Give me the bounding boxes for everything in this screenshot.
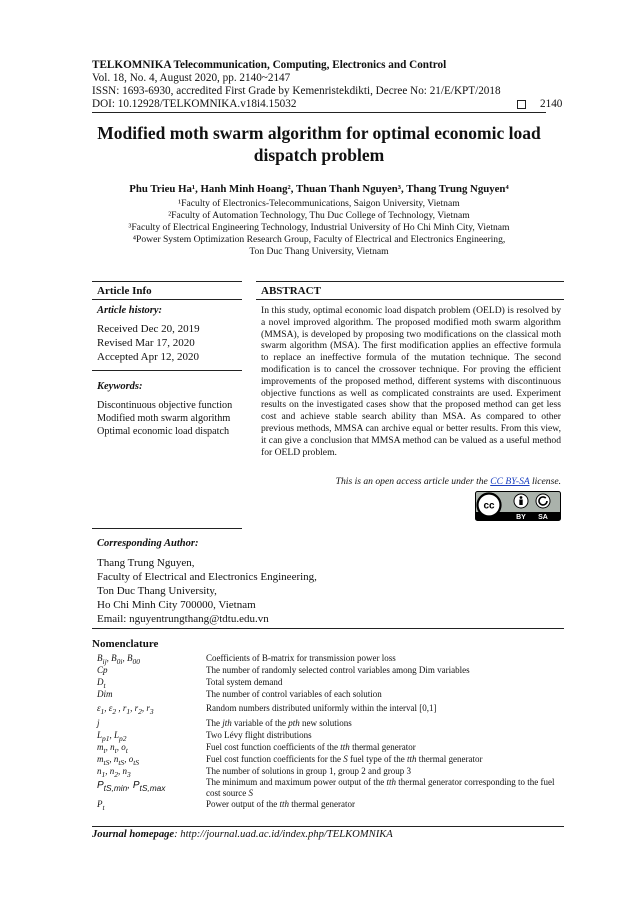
keyword-3: Optimal economic load dispatch — [97, 426, 230, 437]
affiliation-4-cont: Ton Duc Thang University, Vietnam — [249, 246, 389, 257]
cc-by-text: BY — [516, 514, 526, 521]
title-line-2: dispatch problem — [253, 145, 385, 165]
page-number: 2140 — [540, 98, 563, 110]
article-info-heading: Article Info — [97, 285, 152, 297]
nomenclature-description: Two Lévy flight distributions — [206, 730, 312, 740]
abstract-heading: ABSTRACT — [261, 285, 321, 297]
info-top-rule — [92, 281, 242, 282]
nomenclature-symbol: $P_t$ — [97, 799, 105, 812]
cc-sa-text: SA — [538, 514, 548, 521]
nomenclature-description: The jth variable of the pth new solutions — [206, 718, 352, 728]
nomenclature-symbol: $D_t$ — [97, 677, 106, 690]
journal-doi: DOI: 10.12928/TELKOMNIKA.v18i4.15032 — [92, 98, 297, 110]
nomenclature-description: Total system demand — [206, 677, 283, 687]
affiliation-3: ³Faculty of Electrical Engineering Technology, Industrial University of Ho Chi Minh City, Vietnam — [128, 222, 510, 233]
nomenclature-symbol: $m_t$, $n_t$, $o_t$ — [97, 742, 128, 755]
keyword-2: Modified moth swarm algorithm — [97, 413, 231, 424]
page-marker-icon — [517, 100, 526, 109]
corresponding-rule — [92, 628, 564, 629]
revised-date: Revised Mar 17, 2020 — [97, 337, 195, 349]
nomenclature-description: Power output of the tth thermal generator — [206, 799, 355, 809]
nomenclature-heading: Nomenclature — [92, 638, 159, 650]
abstract-top-rule — [256, 281, 564, 282]
nomenclature-symbol: $P_{tS,min}$, $P_{tS,max}$ — [97, 780, 166, 793]
keywords-heading: Keywords: — [97, 381, 143, 392]
nomenclature-symbol: Cp — [97, 665, 108, 675]
affiliation-1: ¹Faculty of Electronics-Telecommunications, Saigon University, Vietnam — [178, 198, 460, 209]
nomenclature-description: The number of randomly selected control variables among Dim variables — [206, 665, 470, 675]
journal-issn: ISSN: 1693-6930, accredited First Grade by Kemenristekdikti, Decree No: 21/E/KPT/2018 — [92, 85, 501, 97]
corresponding-heading: Corresponding Author: — [97, 538, 199, 549]
license-suffix: license. — [529, 476, 561, 487]
abstract-text: In this study, optimal economic load dispatch problem (OELD) is resolved by a novel improved algorithm. The proposed modified moth swarm algorithm (MMSA), is developed by proposing two modifications on the classical moth swarm algorithm (MSA). The first modification applies an effective formula to replace an ineffective formula of the mutation technique. The second modification is to cancel the crossover technique. For proving the efficient improvements of the proposed method, different systems with discontinuous objective functions as well as complicated constraints are used. Experiment results on the investigated cases show that the proposed method can get less cost and achieve stable search ability than MSA. As compared to other previous methods, MMSA can archive equal or better results. From this view, it can give a conclusion that MMSA method can be valued as a useful method for OELD problem. — [261, 305, 561, 458]
accepted-date: Accepted Apr 12, 2020 — [97, 351, 200, 363]
history-heading: Article history: — [97, 305, 163, 316]
authors: Phu Trieu Ha¹, Hanh Minh Hoang², Thuan Thanh Nguyen³, Thang Trung Nguyen⁴ — [129, 183, 509, 195]
license-prefix: This is an open access article under the — [335, 476, 491, 487]
nomenclature-symbol: Dim — [97, 689, 113, 699]
corresponding-faculty: Faculty of Electrical and Electronics Engineering, — [97, 571, 317, 583]
affiliation-2: ²Faculty of Automation Technology, Thu Duc College of Technology, Vietnam — [168, 210, 470, 221]
license-link[interactable]: CC BY-SA — [490, 476, 530, 487]
keyword-1: Discontinuous objective function — [97, 400, 233, 411]
footer-rule — [92, 826, 564, 827]
nomenclature-description: Fuel cost function coefficients for the S fuel type of the tth thermal generator — [206, 754, 483, 764]
affiliation-4: ⁴Power System Optimization Research Group, Faculty of Electrical and Electronics Engineering, — [132, 234, 506, 245]
received-date: Received Dec 20, 2019 — [97, 323, 200, 335]
cc-text: cc — [483, 500, 495, 512]
title-line-1: Modified moth swarm algorithm for optimal economic load — [97, 123, 541, 143]
nomenclature-symbol: $B_{ij}$, $B_{0i}$, $B_{00}$ — [97, 653, 141, 666]
nomenclature-symbol: j — [97, 718, 100, 728]
nomenclature-description: The number of solutions in group 1, group 2 and group 3 — [206, 766, 411, 776]
history-rule — [92, 370, 242, 371]
corresponding-email[interactable]: Email: nguyentrungthang@tdtu.edu.vn — [97, 613, 269, 625]
nomenclature-description: Coefficients of B-matrix for transmission power loss — [206, 653, 396, 663]
journal-homepage — [92, 829, 393, 840]
paper-title — [92, 122, 546, 166]
info-head-rule — [92, 299, 242, 300]
nomenclature-description: Random numbers distributed uniformly within the interval [0,1] — [206, 703, 437, 713]
corresponding-city: Ho Chi Minh City 700000, Vietnam — [97, 599, 256, 611]
license-note — [261, 476, 561, 487]
nomenclature-symbol: $L_{p1}$, $L_{p2}$ — [97, 730, 127, 743]
corresponding-name: Thang Trung Nguyen, — [97, 557, 195, 569]
nomenclature-description: Fuel cost function coefficients of the tth thermal generator — [206, 742, 416, 752]
journal-volume: Vol. 18, No. 4, August 2020, pp. 2140~2147 — [92, 72, 291, 84]
journal-name: TELKOMNIKA Telecommunication, Computing, Electronics and Control — [92, 59, 447, 71]
nomenclature-symbol: $\varepsilon_1$, $\varepsilon_2$ , $r_1$, $r_2$, $r_3$ — [97, 703, 154, 716]
nomenclature-symbol: $m_{tS}$, $n_{tS}$, $o_{tS}$ — [97, 754, 140, 767]
nomenclature-symbol: $n_1$, $n_2$, $n_3$ — [97, 766, 131, 779]
nomenclature-description: The number of control variables of each solution — [206, 689, 382, 699]
cc-by-sa-badge-icon[interactable] — [475, 491, 561, 521]
homepage-url[interactable]: : http://journal.uad.ac.id/index.php/TELKOMNIKA — [174, 829, 393, 840]
homepage-label: Journal homepage — [92, 829, 175, 840]
corresponding-university: Ton Duc Thang University, — [97, 585, 217, 597]
header-rule — [92, 112, 546, 113]
abstract-head-rule — [256, 299, 564, 300]
info-bottom-rule — [92, 528, 242, 529]
nomenclature-description: The minimum and maximum power output of the tth thermal generator corresponding to the fuel cost source S — [206, 777, 555, 798]
